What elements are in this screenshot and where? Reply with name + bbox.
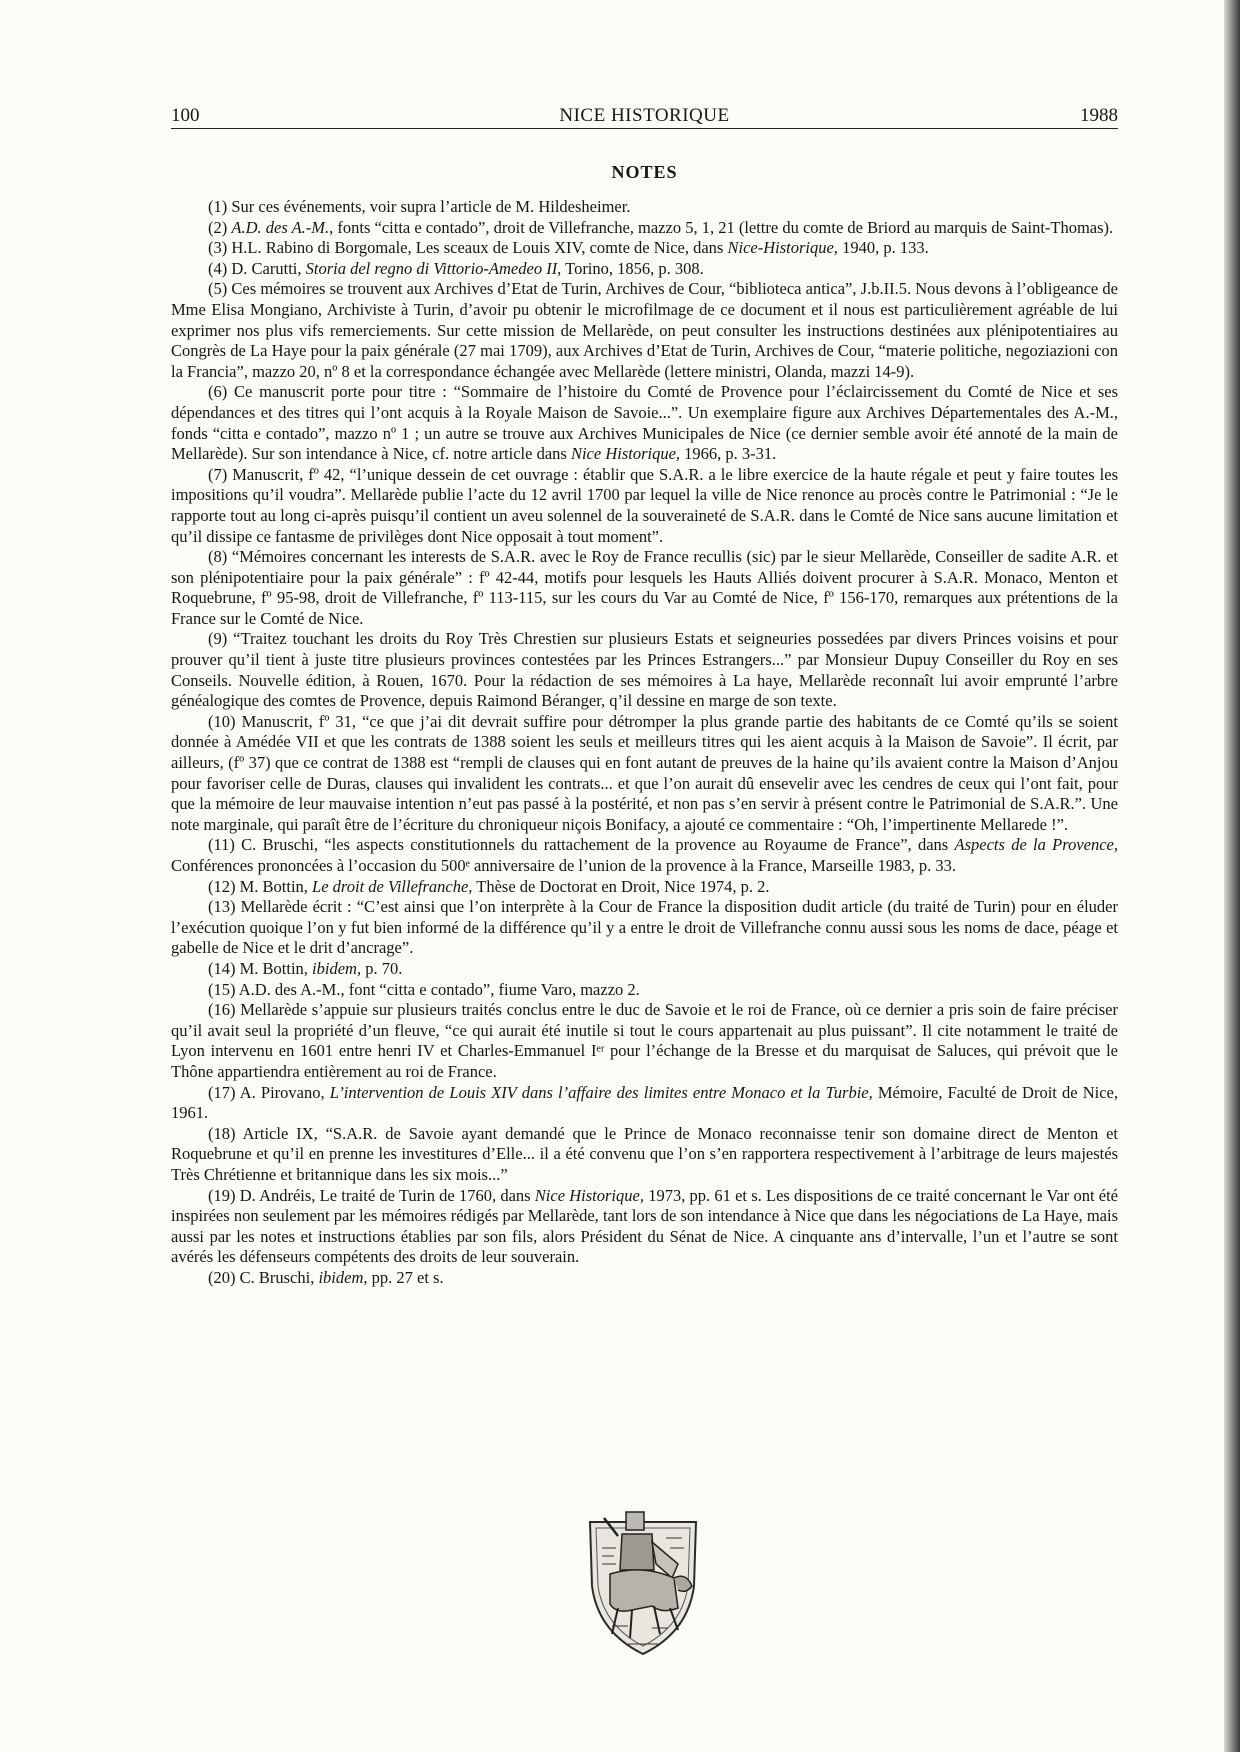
footnote-text: (5) Ces mémoires se trouvent aux Archives d’Etat de Turin, Archives de Cour, “biblioteca antica”, J.b.II.5. Nous devons à l’obligeance de Mme Elisa Mongiano, Archiviste à Turin, d’avoir pu obtenir le microfilmage de ce document et il nous est particulièrement agréable de lui exprimer nos plus vifs remerciements. Sur cette mission de Mellarède, on peut consulter les instructions destinées aux plénipotentiaires au Congrès de La Haye pour la paix générale (27 mai 1709), aux Archives d’Etat de Turin, Archives de Cour, “materie politiche, negoziazioni con la Francia”, mazzo 20, nº 8 et la correspondance échangée avec Mellarède (lettere ministri, Olanda, mazzi 14-9). <box>171 279 1118 381</box>
footnote-text: (6) Ce manuscrit porte pour titre : “Sommaire de l’histoire du Comté de Provence pour l’éclaircissement du Comté de Nice et ses dépendances et des titres qui l’ont acquis à la Royale Maison de Savoie...”. Un exemplaire figure aux Archives Départementales des A.-M., fonds “citta e contado”, mazzo nº 1 ; un autre se trouve aux Archives Municipales de Nice (ce dernier semble avoir été annoté de la main de Mellarède). Sur son intendance à Nice, cf. notre article dans <box>171 382 1118 464</box>
footnote-n16 <box>171 1000 1118 1082</box>
footnote-n10 <box>171 712 1118 836</box>
footnote-text: 1966, p. 3-31. <box>680 444 777 464</box>
footnote-text: Torino, 1856, p. 308. <box>561 258 704 278</box>
italic-title: ibidem, <box>312 958 362 978</box>
footnote-text: 1940, p. 133. <box>837 238 929 258</box>
footnote-n3 <box>171 238 1118 259</box>
footnote-text: (15) A.D. des A.-M., font “citta e contado”, fiume Varo, mazzo 2. <box>208 979 640 999</box>
footnote-text: (12) M. Bottin, <box>208 876 313 896</box>
footnote-text: (13) Mellarède écrit : “C’est ainsi que l’on interprète à la Cour de France la disposition dudit article (du traité de Turin) pour en éluder l’exécution quoique l’on y fut bien informé de la différence qu’il y a entre le droit de Villefranche connu aussi sous les noms de dace, péage et gabelle de Nice et le drit d’ancrage”. <box>171 897 1118 958</box>
italic-title: Nice Historique, <box>534 1185 644 1205</box>
italic-title: Aspects de la Provence, <box>954 835 1118 855</box>
footnote-n17 <box>171 1083 1118 1124</box>
footnote-text: (9) “Traitez touchant les droits du Roy Très Chrestien sur plusieurs Estats et seigneuries possedées par divers Princes voisins et pour prouver qu’il tient à juste titre plusieurs provinces contestées par les Princes Estrangers...” par Monsieur Dupuy Conseiller du Roy en ses Conseils. Nouvelle édition, à Rouen, 1670. Pour la rédaction de ses mémoires à La haye, Mellarède reconnaît lui avoir emprunté l’arbre généalogique des comtes de Provence, depuis Raimond Béranger, q’il dessine en marge de son texte. <box>171 629 1118 711</box>
footnote-text: p. 70. <box>361 958 403 978</box>
footnote-text: (3) H.L. Rabino di Borgomale, Les sceaux de Louis XIV, comte de Nice, dans <box>208 238 728 258</box>
footnote-n14 <box>171 959 1118 980</box>
footnote-text: (11) C. Bruschi, “les aspects constitutionnels du rattachement de la provence au Royaume de France”, dans <box>208 835 955 855</box>
italic-title: Le droit de Villefranche, <box>312 876 473 896</box>
italic-title: Storia del regno di Vittorio-Amedeo II, <box>305 258 562 278</box>
footnote-text: (14) M. Bottin, <box>208 958 313 978</box>
footnote-text: (2) <box>208 217 232 237</box>
footnote-text: (18) Article IX, “S.A.R. de Savoie ayant demandé que le Prince de Monaco reconnaisse tenir son domaine direct de Menton et Roquebrune et qu’il en prenne les investitures d’Elle... il a été convenu que l’on s’en rapportera respectivement à l’arbitrage de leurs majestés Très Chrétienne et britannique dans les six mois...” <box>171 1123 1118 1184</box>
publication-year: 1988 <box>1080 105 1118 126</box>
footnote-n8 <box>171 547 1118 629</box>
footnote-text: Mémoire, Faculté de Droit de Nice, 1961. <box>171 1082 1118 1123</box>
footnote-n4 <box>171 259 1118 280</box>
italic-title: A.D. des A.-M. <box>231 217 330 237</box>
footnote-n20 <box>171 1268 1118 1289</box>
footnote-n6 <box>171 382 1118 464</box>
journal-title: NICE HISTORIQUE <box>559 105 730 126</box>
italic-title: ibidem, <box>318 1267 368 1287</box>
footnote-n15 <box>171 980 1118 1001</box>
footnote-n1 <box>171 197 1118 218</box>
footnote-n11 <box>171 835 1118 876</box>
notes-list <box>171 197 1118 1288</box>
footnote-text: Conférences prononcées à l’occasion du 500ᵉ anniversaire de l’union de la provence à la France, Marseille 1983, p. 33. <box>171 856 956 875</box>
footnote-n5 <box>171 279 1118 382</box>
footnote-text: (7) Manuscrit, fº 42, “l’unique dessein de cet ouvrage : établir que S.A.R. a le libre exercice de la haute régale et peut y faire toutes les impositions qu’il voudra”. Mellarède publie l’acte du 12 avril 1700 par lequel la ville de Nice renonce au procès contre le Patrimonial : “Je le rapporte tout au long ci-après puisqu’il contient un aveu solennel de la souveraineté de S.A.R. dans le Comté de Nice sans aucune limitation et qu’il dissipe ce fantasme de privilèges dont Nice opposait à tout moment”. <box>171 464 1118 546</box>
footnote-text: (16) Mellarède s’appuie sur plusieurs traités conclus entre le duc de Savoie et le roi de France, où ce dernier a pris soin de faire préciser qu’il avait seul la propriété d’un fleuve, “ce qui aurait été inutile si tout le cours appartenait au plus puissant”. Il cite notamment le traité de Lyon intervenu en 1601 entre henri IV et Charles-Emmanuel Iᵉʳ pour l’échange de la Bresse et du marquisat de Saluces, qui prévoit que le Thône appartiendra entièrement au roi de France. <box>171 1000 1118 1081</box>
notes-heading: NOTES <box>611 162 678 182</box>
italic-title: L’intervention de Louis XIV dans l’affaire des limites entre Monaco et la Turbie, <box>329 1082 873 1102</box>
footnote-n18 <box>171 1124 1118 1186</box>
footnote-text: pp. 27 et s. <box>367 1267 444 1287</box>
footnote-text: Thèse de Doctorat en Droit, Nice 1974, p. 2. <box>472 876 770 896</box>
footnote-text: 1973, pp. 61 et s. Les dispositions de ce traité concernant le Var ont été inspirées non seulement par les mémoires rédigés par Mellarède, tant lors de son intendance à Nice que dans les négociations de La Haye, mais aussi par les notes et instructions établies par son fils, alors Président du Sénat de Nice. A cinquante ans d’intervalle, l’un et l’autre se sont avérés les défenseurs compétents des droits de leur souverain. <box>171 1185 1118 1267</box>
footnote-text: , fonts “citta e contado”, droit de Villefranche, mazzo 5, 1, 21 (lettre du comte de Briord au marquis de Saint-Thomas). <box>329 217 1114 237</box>
footnote-n13 <box>171 897 1118 959</box>
page-edge-shadow <box>1224 0 1240 1752</box>
italic-title: Nice Historique, <box>570 444 681 464</box>
footnote-text: (10) Manuscrit, fº 31, “ce que j’ai dit devrait suffire pour détromper la plus grande partie des habitants de ce Comté qu’ils se soient donnée à Amédée VII et que les contrats de 1388 soient les seuls et meilleurs titres qui les aient acquis à la Maison de Savoie”. Il écrit, par ailleurs, (fº 37) que ce contrat de 1388 est “rempli de clauses qui en font autant de preuves de la haine qu’ils avaient contre la Maison d’Anjou pour favoriser celle de Duras, clauses qui invalident les contrats... et que l’on aurait dû ensevelir avec les cendres de ceux qui l’ont fait, pour que la mémoire de leur mauvaise intention n’eut pas passé à la postérité, et non pas s’en servir à présent contre le Patrimonial de S.A.R.”. Une note marginale, qui paraît être de l’écriture du chroniqueur niçois Bonifacy, a ajouté ce commentaire : “Oh, l’impertinente Mellarede !”. <box>171 711 1118 834</box>
footnote-n9 <box>171 629 1118 711</box>
footnote-text: (17) A. Pirovano, <box>208 1082 330 1102</box>
footnote-text: (20) C. Bruschi, <box>208 1267 319 1287</box>
page-number: 100 <box>171 105 200 126</box>
running-header <box>171 104 1118 129</box>
footnote-text: (4) D. Carutti, <box>208 258 306 278</box>
italic-title: Nice-Historique, <box>727 238 838 258</box>
footnote-text: (1) Sur ces événements, voir supra l’article de M. Hildesheimer. <box>208 197 631 216</box>
footnote-n12 <box>171 877 1118 898</box>
footnote-text: (8) “Mémoires concernant les interests de S.A.R. avec le Roy de France recullis (sic) par le sieur Mellarède, Conseiller de sadite A.R. et son plénipotentiaire pour la paix générale” : fº 42-44, motifs pour lesquels les Hauts Alliés doivent procurer à S.A.R. Monaco, Menton et Roquebrune, fº 95-98, droit de Villefranche, fº 113-115, sur les cours du Var au Comté de Nice, fº 156-170, remarques aux prétentions de la France sur le Comté de Nice. <box>171 547 1118 628</box>
equestrian-seal-icon <box>582 1508 704 1658</box>
footnote-n19 <box>171 1186 1118 1268</box>
footnote-n7 <box>171 465 1118 547</box>
footnote-n2 <box>171 218 1118 239</box>
footnote-text: (19) D. Andréis, Le traité de Turin de 1760, dans <box>208 1185 535 1205</box>
